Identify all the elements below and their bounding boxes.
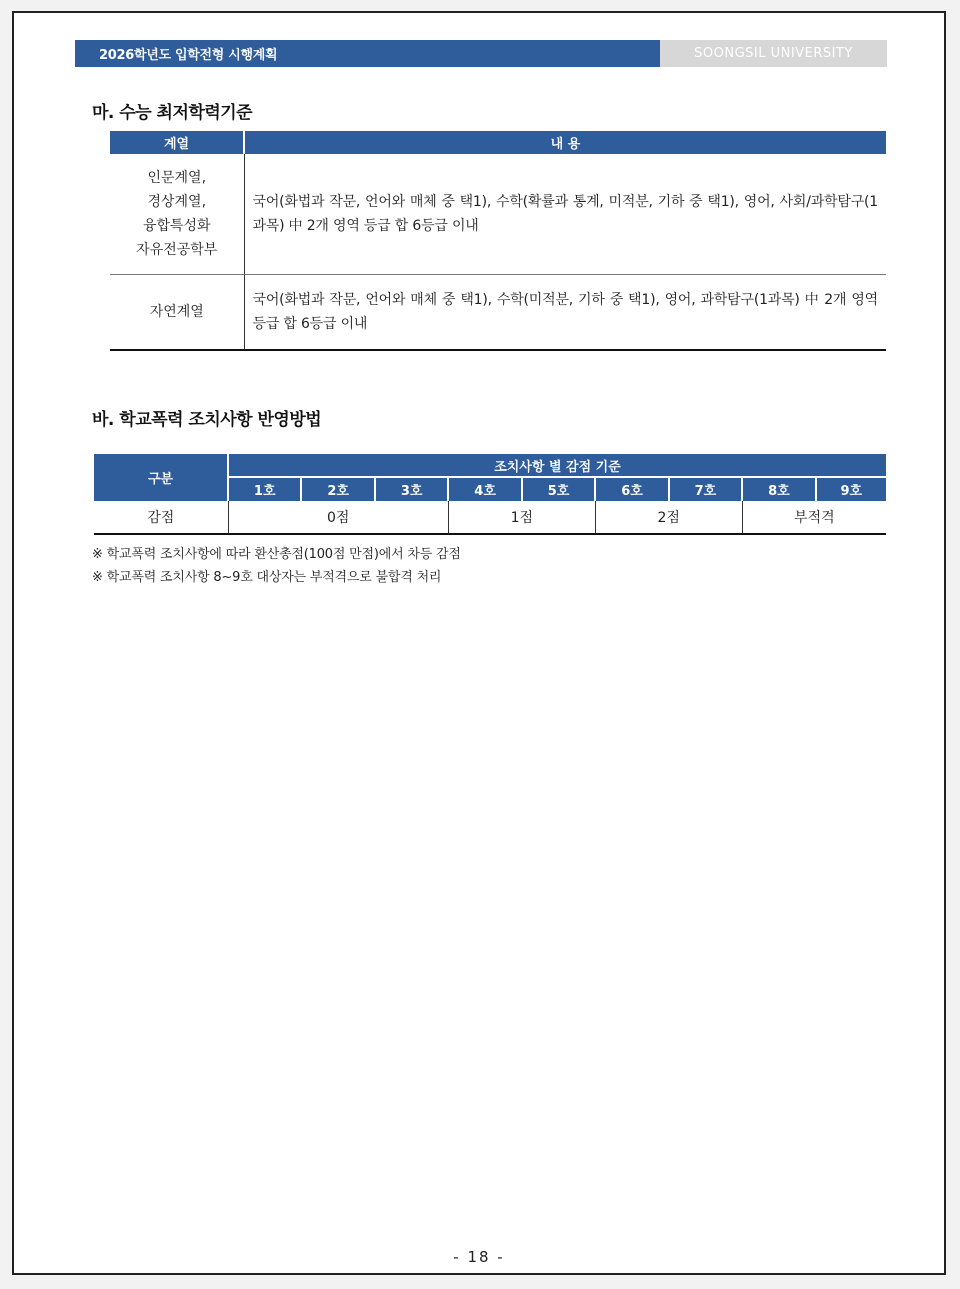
school-violence-table xyxy=(94,454,886,535)
deduction-cell: 2점 xyxy=(595,501,742,534)
content-cell: 국어(화법과 작문, 언어와 매체 중 택1), 수학(확률과 통계, 미적분, 기하 중 택1), 영어, 사회/과학탐구(1과목) 中 2개 영역 등급 합 6등급 이내 xyxy=(244,154,886,275)
column-header-category: 계열 xyxy=(110,131,244,154)
note-item: ※ 학교폭력 조치사항에 따라 환산총점(100점 만점)에서 차등 감점 xyxy=(92,547,461,562)
category-cell xyxy=(110,275,244,351)
category-cell xyxy=(110,154,244,275)
header-university: SOONGSIL UNIVERSITY xyxy=(660,40,887,67)
deduction-cell: 1점 xyxy=(448,501,595,534)
page-number: - 18 - xyxy=(453,1248,505,1266)
table-row xyxy=(110,154,886,275)
notes xyxy=(92,543,461,589)
measure-header: 4호 xyxy=(448,477,521,501)
group-header-deduction: 조치사항 별 감점 기준 xyxy=(228,454,886,477)
measure-header: 6호 xyxy=(595,477,668,501)
deduction-label-cell: 감점 xyxy=(94,501,228,534)
document-page xyxy=(12,11,946,1275)
column-header-content: 내 용 xyxy=(244,131,886,154)
category-line: 자유전공학부 xyxy=(136,242,218,258)
note-item: ※ 학교폭력 조치사항 8~9호 대상자는 부적격으로 불합격 처리 xyxy=(92,570,442,585)
header-title: 2026학년도 입학전형 시행계획 xyxy=(75,40,660,67)
measure-header: 2호 xyxy=(301,477,374,501)
deduction-cell: 부적격 xyxy=(742,501,886,534)
measure-header: 8호 xyxy=(742,477,815,501)
measure-header: 5호 xyxy=(522,477,595,501)
page-header xyxy=(75,40,887,67)
table-row xyxy=(110,275,886,351)
deduction-cell: 0점 xyxy=(228,501,448,534)
measure-header: 3호 xyxy=(375,477,448,501)
measure-header: 9호 xyxy=(816,477,886,501)
measure-header: 7호 xyxy=(669,477,742,501)
category-line: 인문계열, xyxy=(147,170,207,186)
row-header-gubun: 구분 xyxy=(94,454,228,501)
section-title-ba: 바. 학교폭력 조치사항 반영방법 xyxy=(92,410,322,430)
measure-header: 1호 xyxy=(228,477,301,501)
csat-minimum-table xyxy=(110,131,886,351)
category-line: 자연계열 xyxy=(149,304,204,320)
category-line: 경상계열, xyxy=(147,194,207,210)
category-line: 융합특성화 xyxy=(142,218,211,234)
table-row xyxy=(94,501,886,534)
content-cell: 국어(화법과 작문, 언어와 매체 중 택1), 수학(미적분, 기하 중 택1), 영어, 과학탐구(1과목) 中 2개 영역 등급 합 6등급 이내 xyxy=(244,275,886,351)
section-title-ma: 마. 수능 최저학력기준 xyxy=(92,103,253,123)
